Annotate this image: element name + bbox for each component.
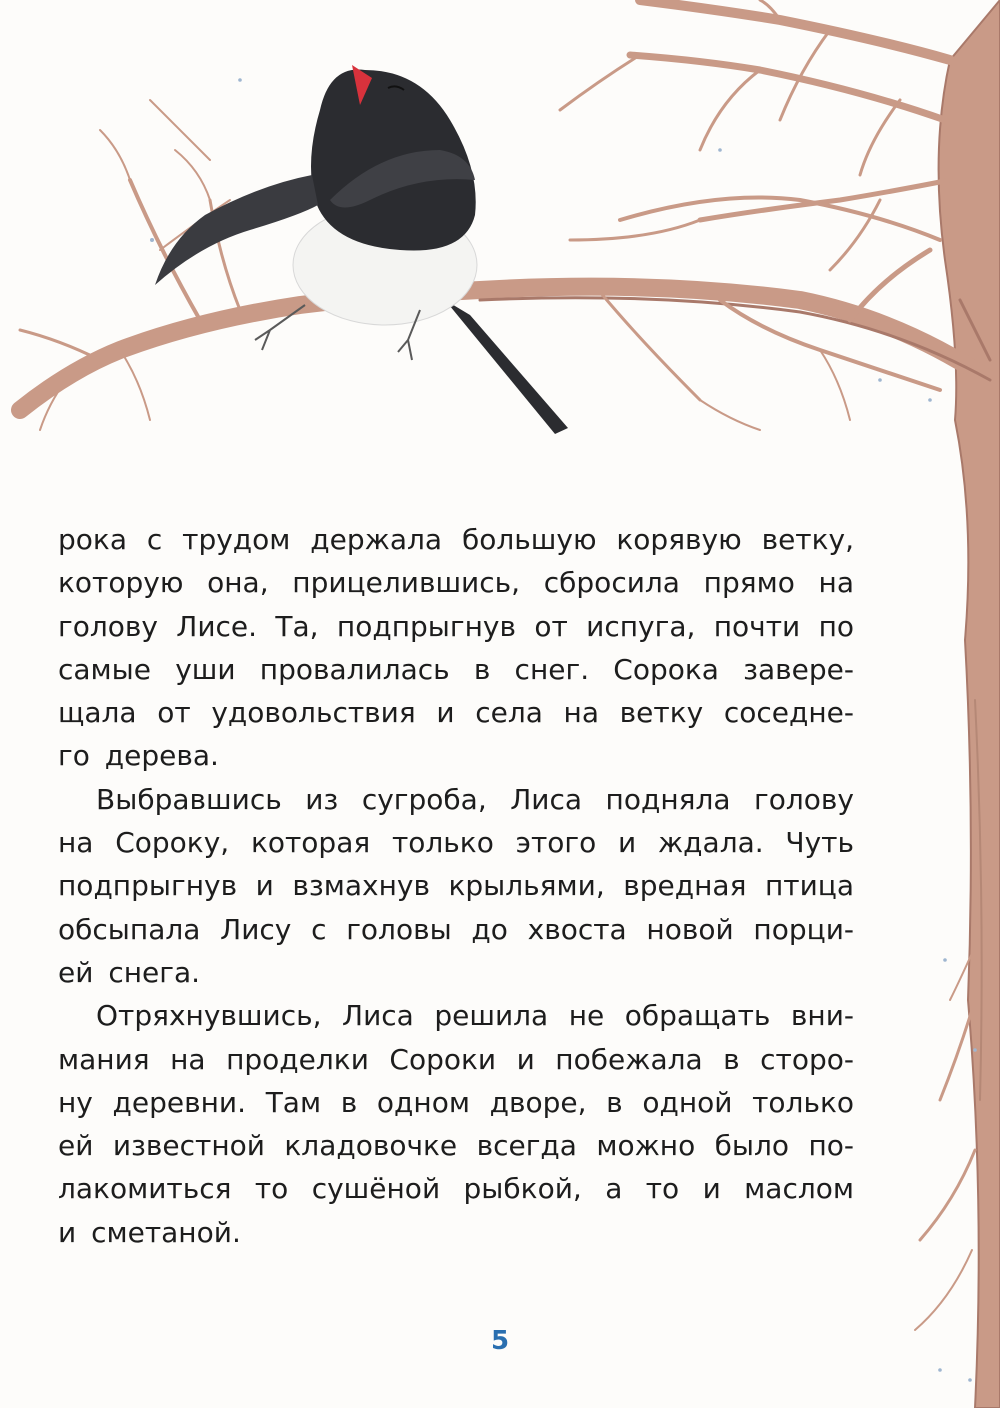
text-line: голову Лисе. Та, подпрыгнув от испуга, почти по — [58, 609, 854, 643]
paragraph-1 — [58, 518, 854, 778]
paragraph-3 — [58, 994, 854, 1254]
text-line: и сметаной. — [58, 1215, 241, 1249]
text-line: го дерева. — [58, 739, 219, 773]
magpie-tail — [445, 300, 568, 434]
story-text — [58, 518, 854, 1254]
main-branch — [20, 287, 990, 410]
text-line: Отряхнувшись, Лиса решила не обращать вни- — [96, 999, 854, 1033]
text-line: щала от удовольствия и села на ветку соседне- — [58, 696, 854, 730]
text-line: Выбравшись из сугроба, Лиса подняла голову — [96, 782, 854, 816]
text-line: рока с трудом держала большую корявую ветку, — [58, 523, 854, 556]
paragraph-2 — [58, 778, 854, 994]
text-line: ну деревни. Там в одном дворе, в одной только — [58, 1085, 854, 1119]
magpie — [155, 65, 568, 434]
text-line: лакомиться то сушёной рыбкой, а то и маслом — [58, 1172, 854, 1206]
text-line: ей известной кладовочке всегда можно было по- — [58, 1129, 854, 1163]
tree-trunk — [939, 0, 1000, 1408]
text-line: мания на проделки Сороки и побежала в сторо- — [58, 1042, 854, 1076]
text-line: на Сороку, которая только этого и ждала. Чуть — [58, 826, 854, 860]
text-line: ей снега. — [58, 955, 201, 989]
text-line: которую она, прицелившись, сбросила прямо на — [58, 566, 854, 600]
page-number: 5 — [490, 1326, 510, 1356]
text-line: подпрыгнув и взмахнув крыльями, вредная птица — [58, 869, 854, 903]
text-line: обсыпала Лису с головы до хвоста новой порци- — [58, 912, 854, 946]
text-line: самые уши провалилась в снег. Сорока завере- — [58, 652, 854, 686]
